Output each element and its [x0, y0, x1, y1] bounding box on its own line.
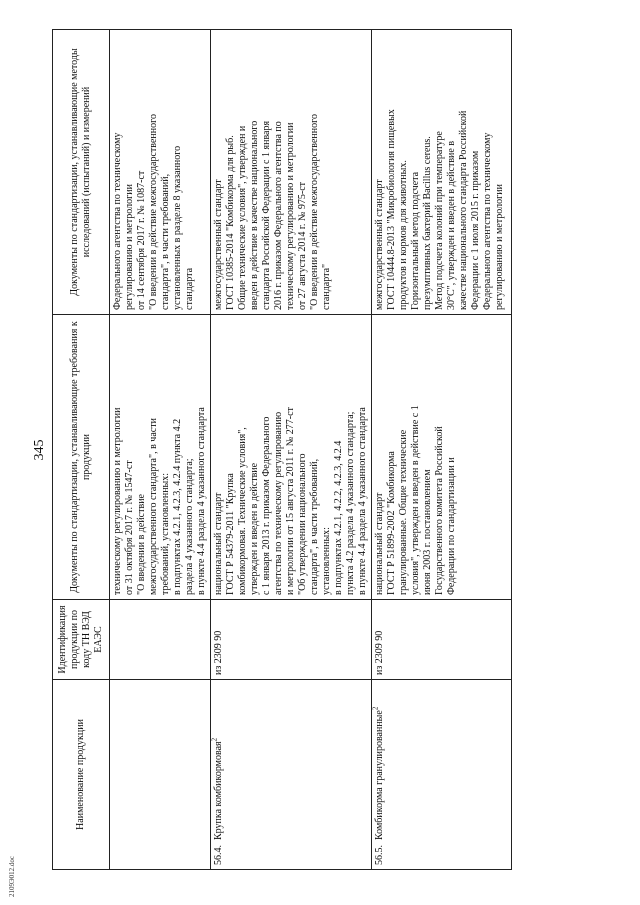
table-row [211, 30, 372, 870]
cell-product-name [211, 680, 372, 870]
cell-tn-ved-code: из 2309 90 [372, 600, 512, 680]
cell-product-standards: национальный стандарт ГОСТ Р 51899-2002 "Комбикорма гранулированные. Общие технические условия", утвержден и введен в действие с 1 июня 2003 г. постановлением Государственного комитета Российской Федерации по стандартизации и [372, 315, 512, 600]
standards-table [52, 29, 512, 870]
row-number: 56.5. [374, 845, 385, 865]
footnote-mark: 2 [371, 706, 380, 711]
cell-method-standards: межгосударственный стандарт ГОСТ 10385-2014 "Комбикорма для рыб. Общие технические условия", утвержден и введен в действие в качестве национального стандарта Российской Федерации с 1 января 2016 г. приказом Федерального агентства по техническому регулированию и метрологии от 27 августа 2014 г. № 975-ст "О введении в действие межгосударственного стандарта" [211, 30, 372, 315]
rotated-content [30, 30, 610, 870]
cell-product-standards: техническому регулированию и метрологии от 31 октября 2017 г. № 1547-ст "О введении в действие межгосударственного стандарта", в части требований, установленных: в подпунктах 4.2.1, 4.2.3, 4.2.4 пункта 4.2 раздела 4 указанного стандарта; в пункте 4.4 раздела 4 указанного стандарта [110, 315, 211, 600]
header-method-standards: Документы по стандартизации, устанавливающие методы исследований (испытаний) и измерений [53, 30, 110, 315]
header-product-standards: Документы по стандартизации, устанавливающие требования к продукции [53, 315, 110, 600]
cell-empty [110, 680, 211, 870]
cell-empty [110, 600, 211, 680]
header-tn-ved-code: Идентификация продукции по коду ТН ВЭД ЕАЭС [53, 600, 110, 680]
cell-tn-ved-code: из 2309 90 [211, 600, 372, 680]
table-row [372, 30, 512, 870]
table-row-continuation [110, 30, 211, 870]
header-product-name: Наименование продукции [53, 680, 110, 870]
product-name: Комбикорма гранулированные [374, 710, 385, 840]
cell-product-standards: национальный стандарт ГОСТ Р 54379-2011 "Крупка комбикормовая. Технические условия", утвержден и введен в действие с 1 января 2013 г. приказом Федерального агентства по техническому регулированию и метрологии от 15 августа 2011 г. № 277-ст "Об утверждении национального стандарта", в части требований, установленных: в подпунктах 4.2.1, 4.2.2, 4.2.3, 4.2.4 пункта 4.2 раздела 4 указанного стандарта; в пункте 4.4 раздела 4 указанного стандарта [211, 315, 372, 600]
page-number: 345 [32, 439, 47, 461]
table-header-row [53, 30, 110, 870]
cell-method-standards: Федерального агентства по техническому регулированию и метрологии от 14 сентября 2017 г. № 1087-ст "О введении в действие межгосударственного стандарта", в части требований, установленных в разделе 8 указанного стандарта [110, 30, 211, 315]
footnote-mark: 2 [210, 737, 219, 742]
cell-product-name [372, 680, 512, 870]
footer-filename: 2109Э012.doc [8, 856, 16, 897]
cell-method-standards: межгосударственный стандарт ГОСТ 10444.8-2013 "Микробиология пищевых продуктов и кормов для животных. Горизонтальный метод подсчета презумптивных бактерий Bacillus cereus. Метод подсчета колоний при температуре 30°С", утвержден и введен в действие в качестве национального стандарта Российской Федерации с 1 июля 2015 г. приказом Федерального агентства по техническому регулированию и метрологии [372, 30, 512, 315]
row-number: 56.4. [213, 845, 224, 865]
product-name: Крупка комбикормовая [213, 741, 224, 840]
